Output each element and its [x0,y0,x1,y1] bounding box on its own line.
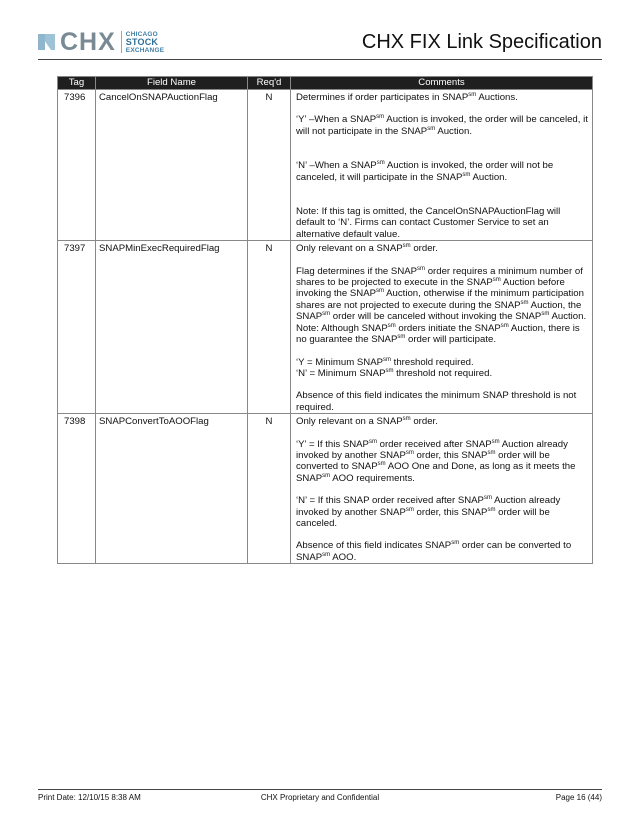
comment-paragraph: ‘Y’ –When a $SNAP^{sm}$ Auction is invoked, the order will be canceled, it will not participate in the $SNAP^{sm}$ Auction. [296,114,588,137]
logo-words [126,31,164,54]
column-header-reqd: Req'd [248,77,291,90]
table-row [58,90,593,241]
field-name-cell: SNAPMinExecRequiredFlag [96,241,248,414]
service-mark-superscript: sm [397,334,406,341]
header-divider [38,59,602,60]
service-mark-superscript: sm [462,171,471,178]
logo-word-3: EXCHANGE [125,46,165,54]
comment-paragraph: Note: If this tag is omitted, the CancelOnSNAPAuctionFlag will default to ‘N’. Firms can contact Customer Service to set an alternative default value. [296,206,561,240]
comments-cell [291,90,593,241]
service-mark-superscript: sm [383,356,391,363]
comment-paragraph: ‘Y = Minimum $SNAP^{sm}$ threshold required. ‘N’ = Minimum $SNAP^{sm}$ threshold not required. [296,356,493,379]
comment-paragraph: Absence of this field indicates $SNAP^{sm}$ order can be converted to $SNAP^{sm}$ AOO. [296,540,572,563]
service-mark-superscript: sm [405,449,414,456]
comment-paragraph: ‘N’ –When a $SNAP^{sm}$ Auction is invoked, the order will not be canceled, it will participate in the $SNAP^{sm}$ Auction. [296,160,554,183]
service-mark-superscript: sm [487,449,496,456]
comment-paragraph: Absence of this field indicates the minimum SNAP threshold is not required. [296,390,577,413]
reqd-cell: N [248,414,291,564]
column-header-field-name: Field Name [96,77,248,90]
logo-divider [121,31,122,53]
service-mark-superscript: sm [427,125,436,132]
service-mark-superscript: sm [492,277,501,284]
service-mark-superscript: sm [541,311,550,318]
service-mark-superscript: sm [468,92,477,98]
comment-paragraph: Flag determines if the $SNAP^{sm}$ order requires a minimum number of shares to be projected to execute in the $SNAP^{sm}$ Auction before invoking the $SNAP^{sm}$ Auction, otherwise if the minimum participation shares are not projected to execute during the $SNAP^{sm}$ Auction, the $SNAP^{sm}$ order will be canceled without invoking the $SNAP^{sm}$ Auction. Note: Although $SNAP^{sm}$ orders initiate the $SNAP^{sm}$ Auction, there is no guarantee the $SNAP^{sm}$ order will participate. [296,265,587,346]
column-header-tag: Tag [58,77,96,90]
service-mark-superscript: sm [520,299,529,306]
document-title: CHX FIX Link Specification [361,31,602,53]
reqd-cell: N [248,241,291,414]
tag-cell: 7397 [58,241,96,414]
service-mark-superscript: sm [487,506,496,513]
service-mark-superscript: sm [402,416,411,423]
reqd-cell: N [248,90,291,241]
service-mark-superscript: sm [376,288,384,295]
confidential-notice: CHX Proprietary and Confidential [260,793,380,802]
page-number: Page 16 (44) [555,793,602,802]
service-mark-superscript: sm [451,540,460,547]
table-header-row [58,77,593,90]
service-mark-superscript: sm [483,495,492,502]
service-mark-superscript: sm [402,243,411,250]
comment-paragraph: ‘N’ = If this SNAP order received after $SNAP^{sm}$ Auction already invoked by another $SNAP^{sm}$ order, this $SNAP^{sm}$ order will be canceled. [296,495,561,529]
comment-paragraph: Determines if order participates in $SNAP^{sm}$ Auctions. [296,92,518,103]
service-mark-superscript: sm [377,461,386,468]
comment-paragraph: Only relevant on a $SNAP^{sm}$ order. [296,243,438,255]
column-header-comments: Comments [291,77,593,90]
service-mark-superscript: sm [322,311,331,318]
service-mark-superscript: sm [385,367,394,374]
field-name-cell: CancelOnSNAPAuctionFlag [96,90,248,241]
field-name-cell: SNAPConvertToAOOFlag [96,414,248,564]
footer-divider [38,789,602,790]
comments-cell [291,414,593,564]
tag-cell: 7398 [58,414,96,564]
service-mark-superscript: sm [387,322,396,329]
logo-text: CHX [60,28,116,56]
service-mark-superscript: sm [376,160,385,167]
fix-spec-table [57,76,593,564]
chx-logo-mark-icon [38,32,56,52]
service-mark-superscript: sm [405,506,414,513]
service-mark-superscript: sm [491,438,500,445]
comment-paragraph: Only relevant on a $SNAP^{sm}$ order. [296,416,438,428]
service-mark-superscript: sm [500,322,509,329]
print-date: Print Date: 12/10/15 8:38 AM [38,793,141,802]
logo-word-2: STOCK [125,36,159,47]
comment-paragraph: ‘Y’ = If this $SNAP^{sm}$ order received after $SNAP^{sm}$ Auction already invoked by another $SNAP^{sm}$ order, this $SNAP^{sm}$ order will be converted to $SNAP^{sm}$ AOO One and Done, as long as it meets the $SNAP^{sm}$ AOO requirements. [296,438,576,484]
service-mark-superscript: sm [417,265,426,272]
table-row [58,241,593,414]
tag-cell: 7396 [58,90,96,241]
comments-cell [291,241,593,414]
service-mark-superscript: sm [368,438,377,445]
table-row [58,414,593,564]
service-mark-superscript: sm [322,472,331,479]
logo-word-1: CHICAGO [125,30,158,38]
service-mark-superscript: sm [322,551,331,558]
service-mark-superscript: sm [376,114,385,121]
chx-logo [38,30,164,54]
